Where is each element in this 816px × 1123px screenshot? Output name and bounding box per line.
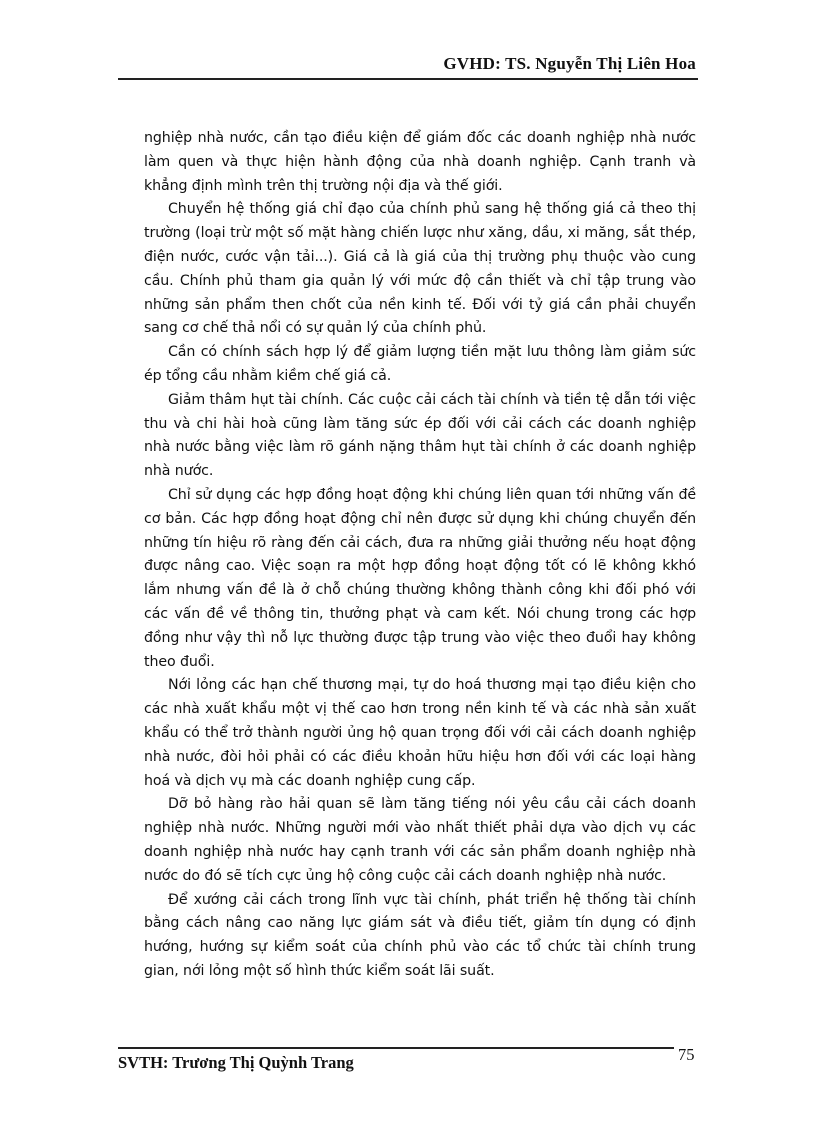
paragraph: Để xướng cải cách trong lĩnh vực tài chính, phát triển hệ thống tài chính bằng cách nâng cao năng lực giám sát và điều tiết, giảm tín dụng có định hướng, hướng sự kiểm soát của chính phủ vào các tổ chức tài chính trung gian, nới lỏng một số hình thức kiểm soát lãi suất. — [144, 891, 696, 979]
paragraph: Nới lỏng các hạn chế thương mại, tự do hoá thương mại tạo điều kiện cho các nhà xuất khẩu một vị thế cao hơn trong nền kinh tế và các nhà sản xuất khẩu có thể trở thành người ủng hộ quan trọng đối với cải cách doanh nghiệp nhà nước, đòi hỏi phải có các điều khoản hữu hiệu hơn đối với các loại hàng hoá và dịch vụ mà các doanh nghiệp cung cấp. — [144, 677, 696, 789]
paragraph: Giảm thâm hụt tài chính. Các cuộc cải cách tài chính và tiền tệ dẫn tới việc thu và chi hài hoà cũng làm tăng sức ép đối với cải cách các doanh nghiệp nhà nước bằng việc làm rõ gánh nặng thâm hụt tài chính ở các doanh nghiệp nhà nước. — [144, 391, 696, 480]
student-label: SVTH: Trương Thị Quỳnh Trang — [118, 1053, 354, 1072]
document-body — [144, 127, 696, 984]
page-header — [118, 52, 698, 80]
paragraph: Chuyển hệ thống giá chỉ đạo của chính phủ sang hệ thống giá cả theo thị trường (loại trừ một số mặt hàng chiến lược như xăng, dầu, xi măng, sắt thép, điện nước, cước vận tải...). Giá cả là giá của thị trường phụ thuộc vào cung cầu. Chính phủ tham gia quản lý với mức độ cần thiết và chỉ tập trung vào những sản phẩm then chốt của nền kinh tế. Đối với tỷ giá cần phải chuyển sang cơ chế thả nổi có sự quản lý của chính phủ. — [144, 201, 696, 337]
paragraph: Chỉ sử dụng các hợp đồng hoạt động khi chúng liên quan tới những vấn đề cơ bản. Các hợp đồng hoạt động chỉ nên được sử dụng khi chúng chuyển đến những tín hiệu rõ ràng đến cải cách, đưa ra những giải thưởng nếu hoạt động được nâng cao. Việc soạn ra một hợp đồng hoạt động tốt có lẽ không kkhó lắm nhưng vấn đề là ở chỗ chúng thường không thành công khi đối phó với các vấn đề về thông tin, thưởng phạt và cam kết. Nói chung trong các hợp đồng như vậy thì nỗ lực thường được tập trung vào việc theo đuổi hay không theo đuổi. — [144, 486, 696, 670]
supervisor-label: GVHD: TS. Nguyễn Thị Liên Hoa — [443, 54, 696, 73]
footer-divider — [118, 1047, 674, 1049]
paragraph: nghiệp nhà nước, cần tạo điều kiện để giám đốc các doanh nghiệp nhà nước làm quen và thực hiện hành động của nhà doanh nghiệp. Cạnh tranh và khẳng định mình trên thị trường nội địa và thế giới. — [144, 130, 696, 194]
paragraph: Dỡ bỏ hàng rào hải quan sẽ làm tăng tiếng nói yêu cầu cải cách doanh nghiệp nhà nước. Những người mới vào nhất thiết phải dựa vào dịch vụ các doanh nghiệp nhà nước hay cạnh tranh với các sản phẩm doanh nghiệp nhà nước do đó sẽ tích cực ủng hộ công cuộc cải cách doanh nghiệp nhà nước. — [144, 796, 696, 884]
page-number: 75 — [678, 1045, 695, 1064]
paragraph: Cần có chính sách hợp lý để giảm lượng tiền mặt lưu thông làm giảm sức ép tổng cầu nhằm kiềm chế giá cả. — [144, 344, 696, 384]
